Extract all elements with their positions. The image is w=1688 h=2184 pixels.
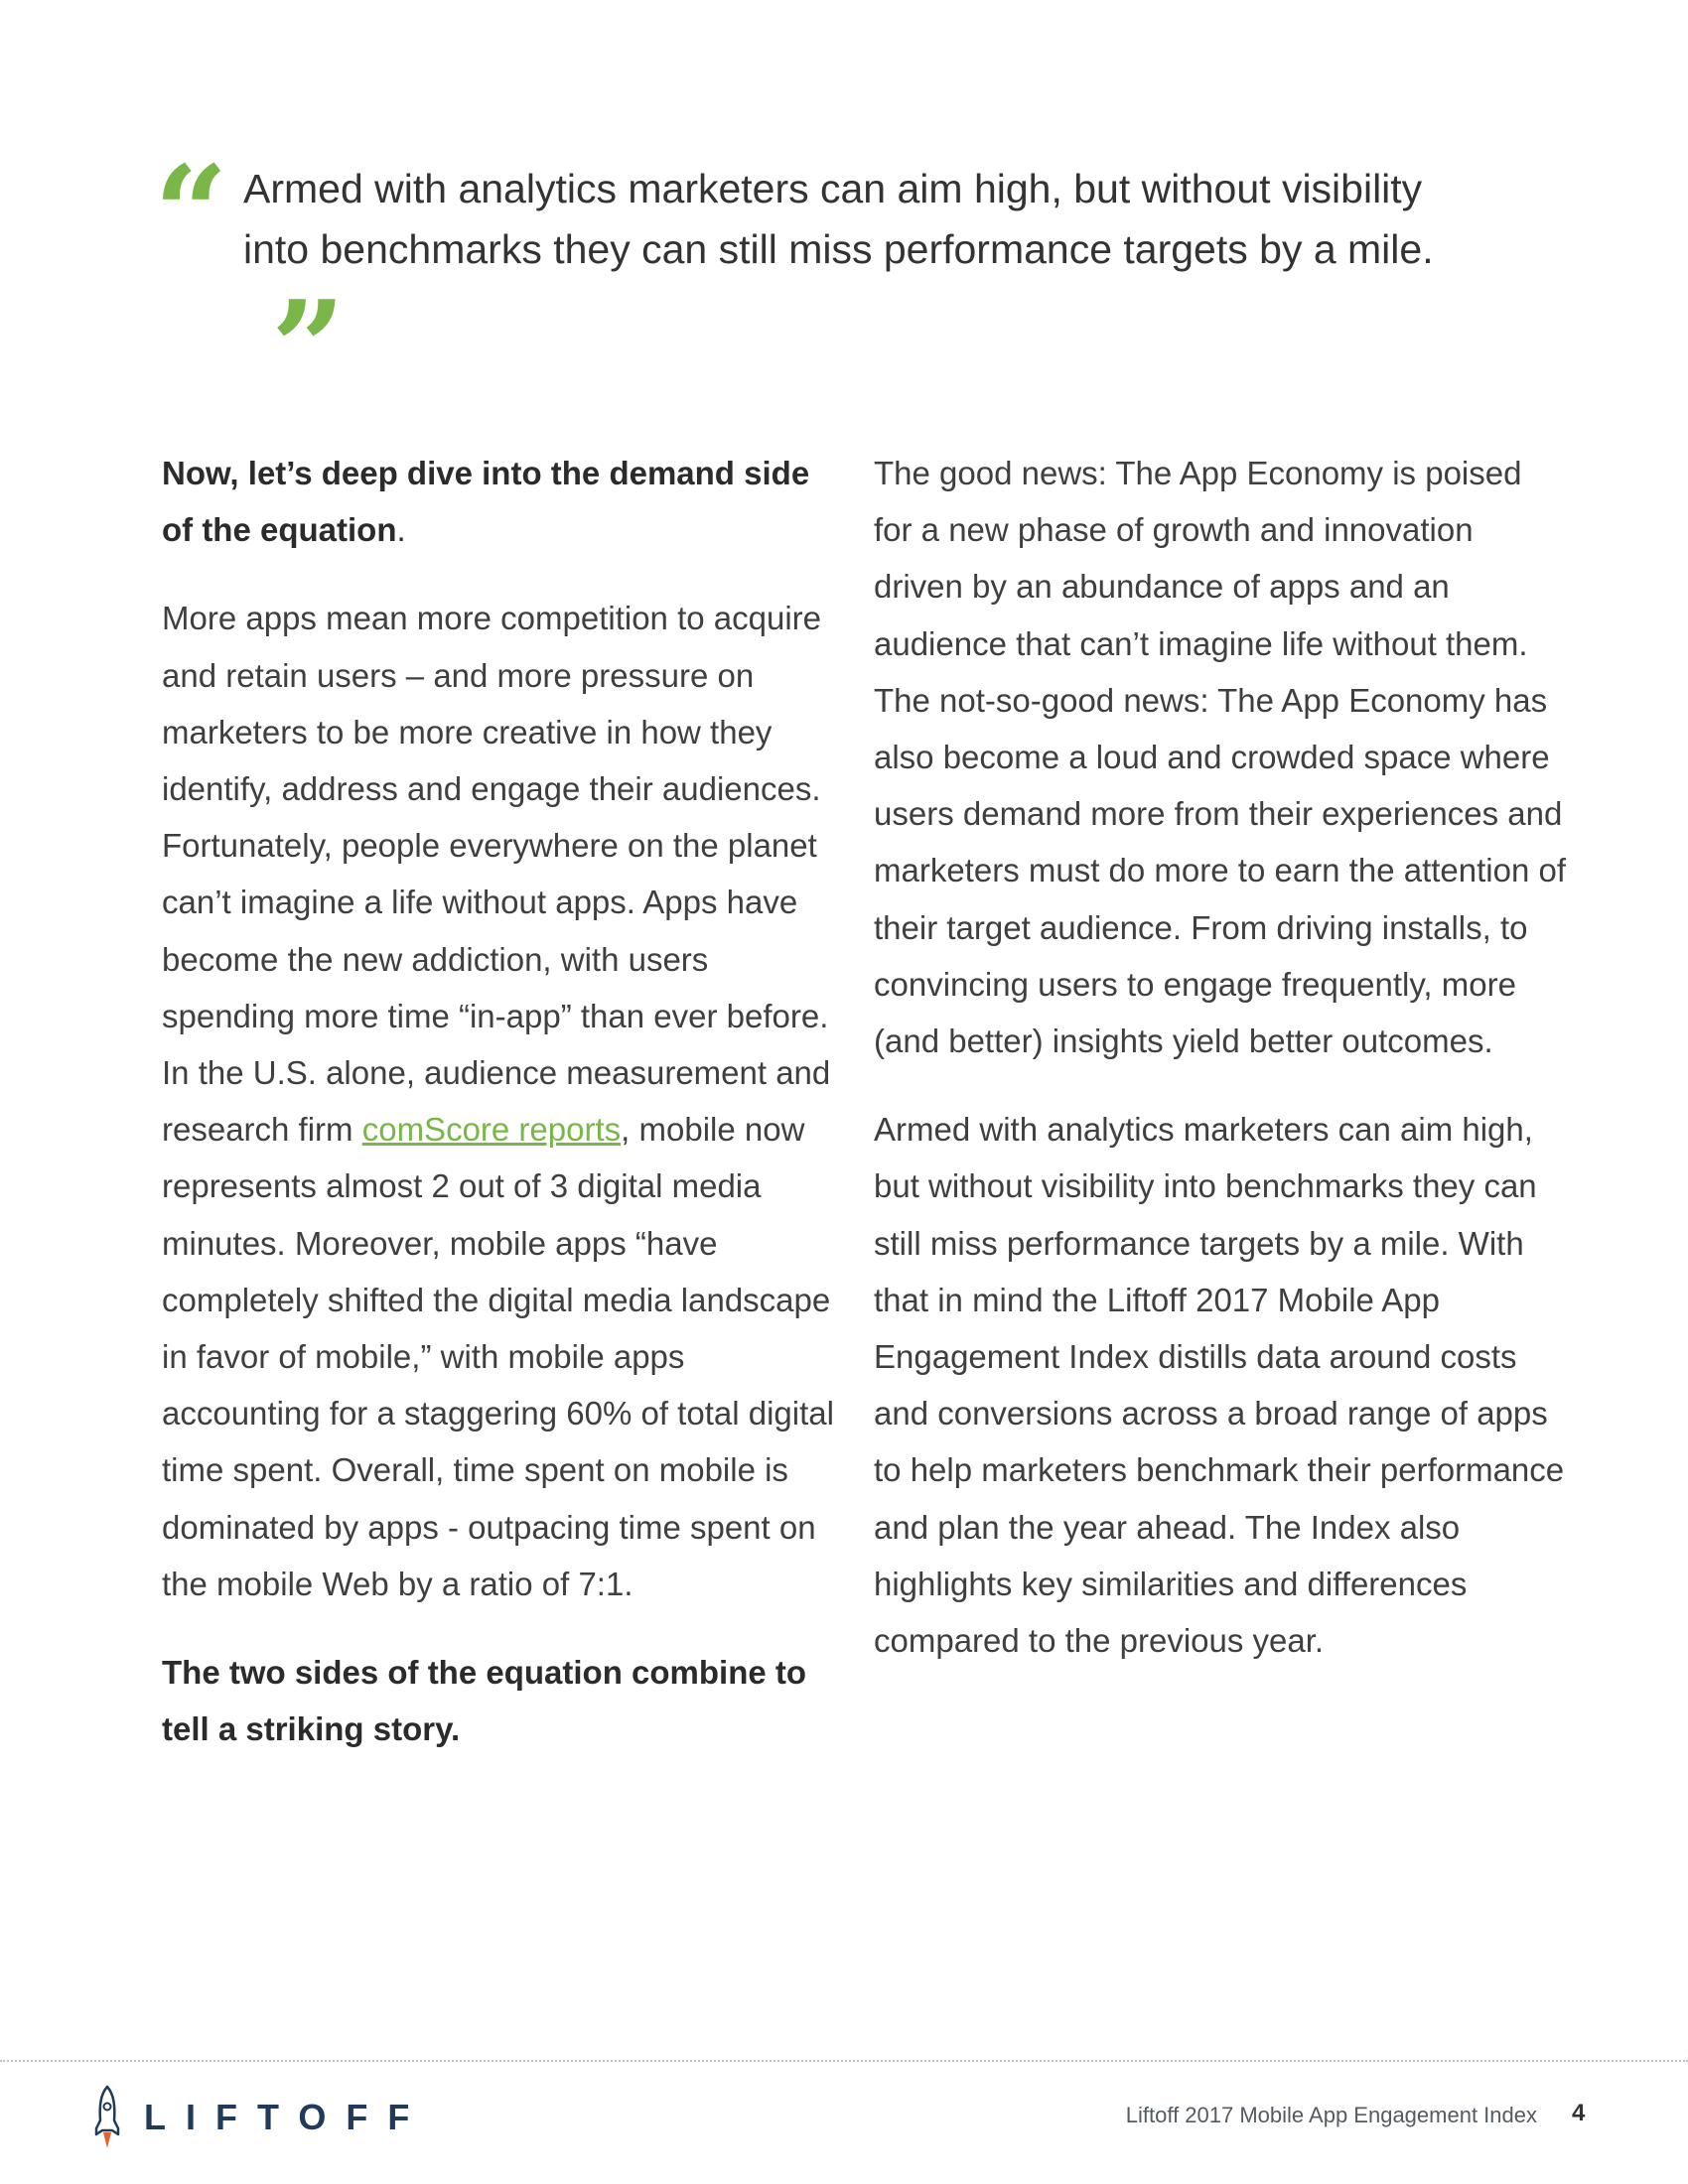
logo-wordmark: LIFTOFF	[144, 2097, 430, 2137]
good-news-paragraph: The good news: The App Economy is poised for a new phase of growth and innovation driven by an abundance of apps and an audience that can’t imagine life without them. The not-so-good news: The App Economy has also become a loud and crowded space where users demand more from their experiences and marketers must do more to earn the attention of their target audience. From driving installs, to convincing users to engage frequently, more (and better) insights yield better outcomes.	[874, 455, 1567, 1060]
closing-statement: The two sides of the equation combine to tell a striking story.	[162, 1654, 807, 1748]
intro-text-before-link: More apps mean more competition to acquire and retain users – and more pressure on marketers to be more creative in how they identify, address and engage their audiences. Fortunately, people everywhere on the planet can’t imagine a life without apps. Apps have become the new addiction, with users spending more time “in-app” than ever before. In the U.S. alone, audience measurement and research firm	[162, 600, 831, 1149]
intro-paragraph	[162, 590, 837, 1612]
right-column	[874, 445, 1569, 1701]
pull-quote	[154, 137, 1475, 424]
section-heading-period: .	[396, 511, 406, 549]
pull-quote-text	[243, 159, 1475, 424]
page-number: 4	[1572, 2100, 1586, 2126]
liftoff-logo	[92, 2083, 429, 2152]
index-overview-paragraph: Armed with analytics marketers can aim high, but without visibility into benchmarks they can still miss performance targets by a mile. With that in mind the Liftoff 2017 Mobile App Engagement Index distills data around costs and conversions across a broad range of apps to help marketers benchmark their performance and plan the year ahead. The Index also highlights key similarities and differences compared to the previous year.	[874, 1111, 1565, 1660]
intro-text-after-link: , mobile now represents almost 2 out of 3 digital media minutes. Moreover, mobile apps “have completely shifted the digital media landscape in favor of mobile,” with mobile apps accounting for a staggering 60% of total digital time spent. Overall, time spent on mobile is dominated by apps - outpacing time spent on the mobile Web by a ratio of 7:1.	[162, 1111, 834, 1602]
comscore-reports-link[interactable]: comScore reports	[361, 1111, 622, 1149]
footer-divider	[0, 2060, 1688, 2062]
open-quote-mark: “	[154, 137, 228, 289]
section-heading-text: Now, let’s deep dive into the demand side of the equation	[162, 455, 810, 549]
left-column	[162, 445, 837, 1789]
close-quote-mark: ”	[271, 272, 346, 424]
section-heading	[162, 445, 837, 558]
rocket-icon	[92, 2085, 122, 2150]
pull-quote-body: Armed with analytics marketers can aim high, but without visibility into benchmarks they can still miss performance targets by a mile.	[243, 166, 1434, 272]
footer-document-title: Liftoff 2017 Mobile App Engagement Index	[1125, 2103, 1537, 2127]
